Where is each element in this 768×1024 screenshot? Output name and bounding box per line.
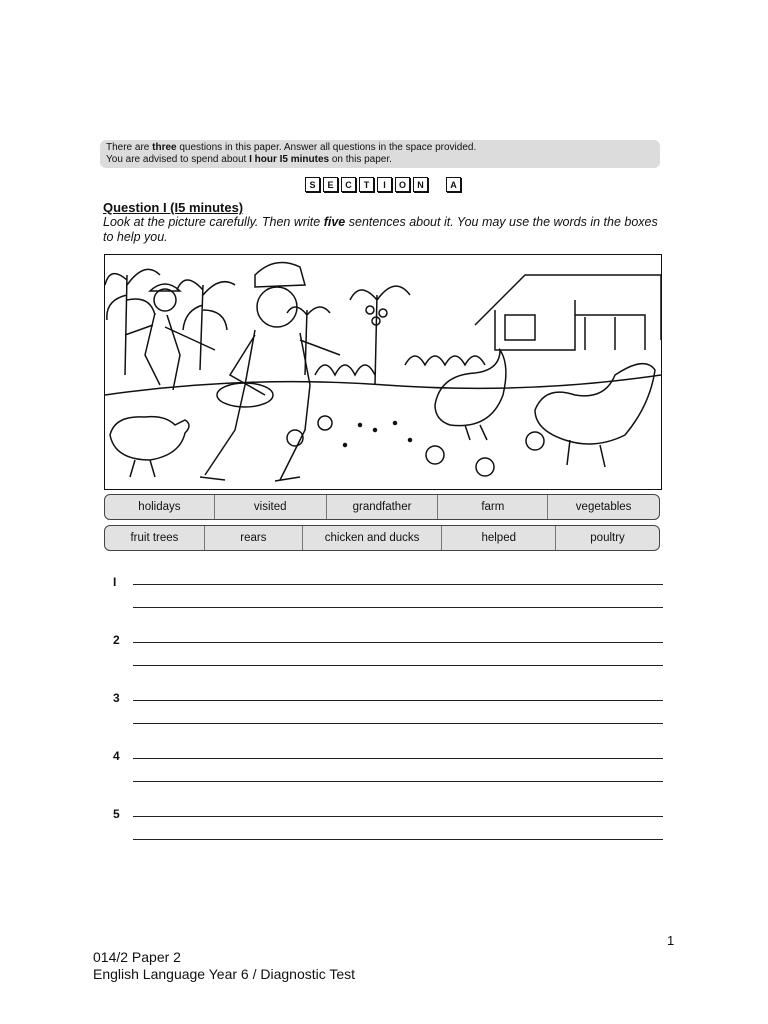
section-letter: I xyxy=(377,177,392,192)
footer-line-1: 014/2 Paper 2 xyxy=(93,949,181,965)
section-letter: N xyxy=(413,177,428,192)
answer-lines xyxy=(113,570,663,860)
word-box: poultry xyxy=(590,532,625,544)
instructions-line-2: You are advised to spend about I hour I5 minutes on this paper. xyxy=(106,154,392,165)
section-letter: T xyxy=(359,177,374,192)
page-number: 1 xyxy=(667,933,675,948)
word-box: grandfather xyxy=(327,495,439,519)
answer-item xyxy=(113,744,663,802)
instructions-line-1: There are three questions in this paper. Answer all questions in the space provided. xyxy=(106,142,477,153)
farm-illustration xyxy=(104,254,662,490)
section-label: A xyxy=(446,177,461,192)
word-box: helped xyxy=(442,526,556,550)
question-instructions: Look at the picture carefully. Then write five sentences about it. You may use the words in the boxes to help you. xyxy=(103,215,658,244)
footer-line-2: English Language Year 6 / Diagnostic Test xyxy=(93,966,356,982)
answer-line[interactable] xyxy=(133,781,663,782)
word-box: rears xyxy=(205,526,303,550)
answer-number: 3 xyxy=(113,691,120,705)
answer-number: 5 xyxy=(113,807,120,821)
word-box: holidays xyxy=(105,495,215,519)
page-footer xyxy=(93,949,355,983)
section-letter: E xyxy=(323,177,338,192)
section-letter: S xyxy=(305,177,320,192)
answer-line[interactable] xyxy=(133,816,663,817)
answer-line[interactable] xyxy=(133,723,663,724)
section-letter: C xyxy=(341,177,356,192)
answer-number: 2 xyxy=(113,633,120,647)
answer-line[interactable] xyxy=(133,607,663,608)
answer-item xyxy=(113,570,663,628)
section-letter: O xyxy=(395,177,410,192)
word-box: chicken and ducks xyxy=(303,526,442,550)
word-box-row-2 xyxy=(104,525,660,551)
word-box-row-1 xyxy=(104,494,660,520)
section-heading xyxy=(305,177,461,195)
instructions-box xyxy=(100,140,660,168)
question-title: Question I (I5 minutes) xyxy=(103,200,244,215)
answer-line[interactable] xyxy=(133,642,663,643)
word-box: visited xyxy=(215,495,327,519)
answer-number: I xyxy=(113,575,117,589)
word-box: fruit trees xyxy=(105,526,205,550)
word-box: vegetables xyxy=(575,501,632,513)
answer-line[interactable] xyxy=(133,584,663,585)
answer-line[interactable] xyxy=(133,758,663,759)
answer-line[interactable] xyxy=(133,700,663,701)
word-box: farm xyxy=(438,495,548,519)
answer-item xyxy=(113,628,663,686)
answer-item xyxy=(113,802,663,860)
answer-number: 4 xyxy=(113,749,120,763)
answer-line[interactable] xyxy=(133,665,663,666)
answer-line[interactable] xyxy=(133,839,663,840)
answer-item xyxy=(113,686,663,744)
